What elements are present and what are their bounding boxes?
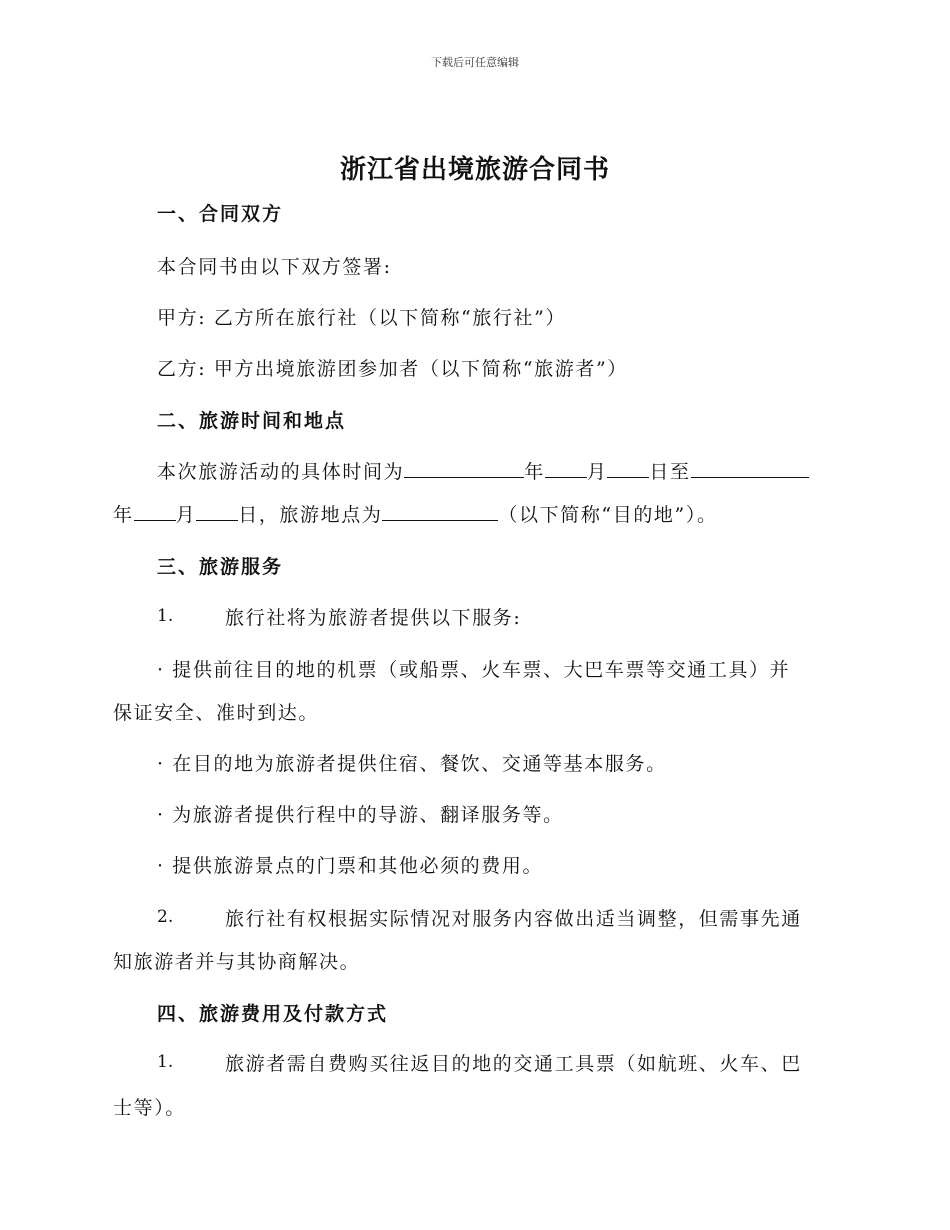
time-intro: 本次旅游活动的具体时间为 — [157, 461, 405, 483]
service-bullet-1-cont: 保证安全、准时到达。 — [113, 702, 320, 724]
month-label: 月 — [586, 461, 608, 483]
year-label: 年 — [524, 461, 545, 483]
time-line-2 — [113, 500, 718, 527]
start-month-blank[interactable] — [545, 459, 587, 478]
section-1-heading: 一、合同双方 — [157, 203, 284, 225]
document-title: 浙江省出境旅游合同书 — [339, 155, 610, 185]
item-number: 1. — [157, 606, 174, 626]
item-number: 2. — [157, 907, 174, 927]
service-bullet-4: · 提供旅游景点的门票和其他必须的费用。 — [157, 855, 544, 877]
service-item-2-cont: 知旅游者并与其协商解决。 — [113, 951, 361, 973]
fee-item-1: 旅游者需自费购买往返目的地的交通工具票（如航班、火车、巴 — [225, 1053, 802, 1075]
service-item-1: 旅行社将为旅游者提供以下服务: — [225, 607, 522, 629]
end-month-label: 月 — [175, 504, 197, 526]
section-4-heading: 四、旅游费用及付款方式 — [157, 1003, 389, 1025]
place-intro: 日，旅游地点为 — [238, 504, 383, 526]
start-day-blank[interactable] — [607, 459, 649, 478]
party-b: 乙方: 甲方出境旅游团参加者（以下简称“旅游者”） — [157, 358, 628, 380]
section-2-heading: 二、旅游时间和地点 — [157, 410, 347, 432]
party-a: 甲方: 乙方所在旅行社（以下简称“旅行社”） — [157, 307, 567, 329]
fee-item-1-cont: 士等）。 — [113, 1097, 186, 1119]
section-1-intro: 本合同书由以下双方签署: — [157, 256, 392, 278]
section-3-heading: 三、旅游服务 — [157, 556, 284, 578]
service-item-2: 旅行社有权根据实际情况对服务内容做出适当调整，但需事先通 — [225, 908, 802, 930]
destination-blank[interactable] — [382, 502, 498, 521]
end-year-label: 年 — [113, 504, 134, 526]
end-day-blank[interactable] — [196, 502, 238, 521]
service-bullet-3: · 为旅游者提供行程中的导游、翻译服务等。 — [157, 804, 564, 826]
end-year-blank[interactable] — [691, 459, 809, 478]
destination-note: （以下简称“目的地”）。 — [498, 504, 718, 526]
item-number: 1. — [157, 1052, 174, 1072]
service-bullet-1: · 提供前往目的地的机票（或船票、火车票、大巴车票等交通工具）并 — [157, 659, 791, 681]
time-line-1 — [157, 457, 809, 484]
page-header-note: 下载后可任意编辑 — [431, 56, 519, 69]
start-year-blank[interactable] — [404, 459, 524, 478]
end-month-blank[interactable] — [134, 502, 176, 521]
service-bullet-2: · 在目的地为旅游者提供住宿、餐饮、交通等基本服务。 — [157, 753, 667, 775]
day-to-label: 日至 — [649, 461, 691, 483]
